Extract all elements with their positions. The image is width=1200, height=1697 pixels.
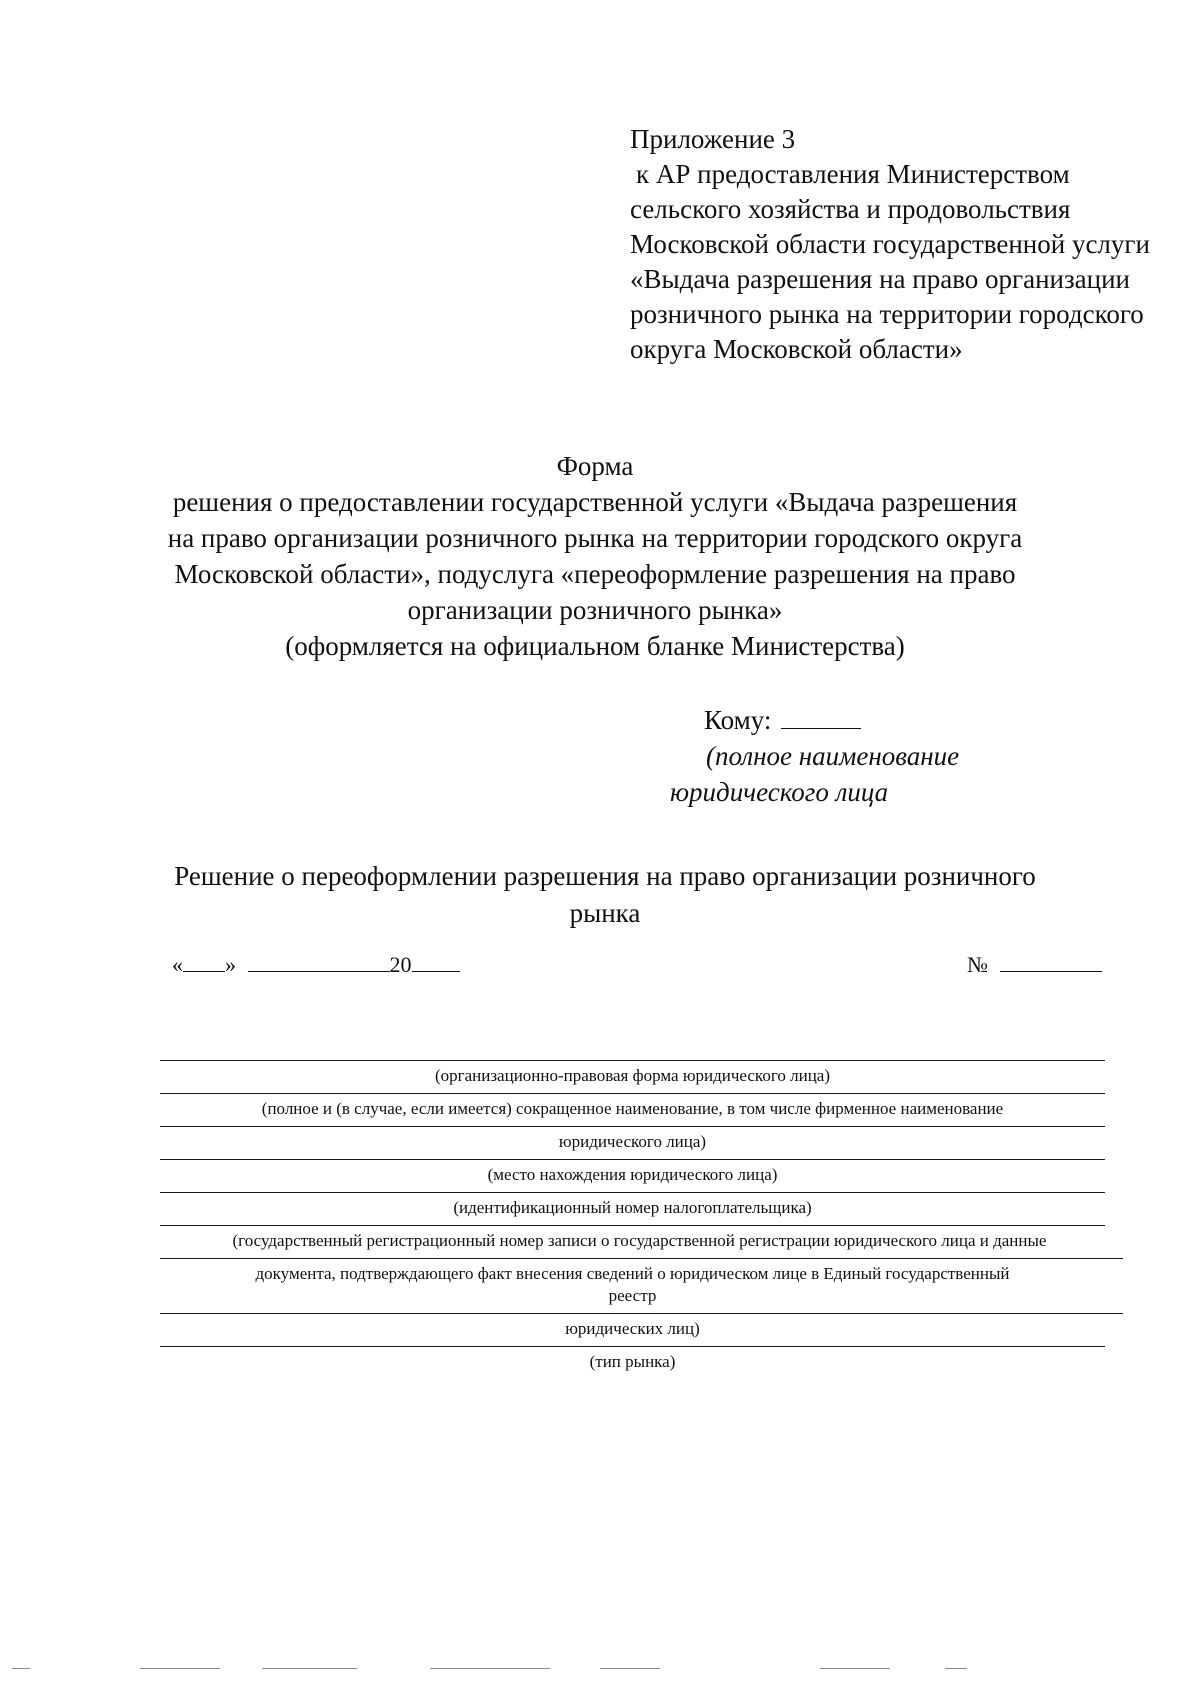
field-caption: документа, подтверждающего факт внесения сведений о юридическом лице в Единый государственный [255,1264,1010,1283]
month-blank[interactable] [248,951,390,972]
field-location [160,1159,1105,1186]
appendix-line: сельского хозяйства и продовольствия [630,194,1071,224]
form-heading-note: (оформляется на официальном бланке Министерства) [285,631,905,661]
year-blank[interactable] [412,951,460,972]
form-heading [130,448,1060,664]
decision-title-line: рынка [569,898,641,928]
recipient-block [670,702,1000,810]
date-number-row [172,951,1102,987]
form-heading-line: на право организации розничного рынка на территории городского округа [167,523,1023,553]
form-heading-line: решения о предоставлении государственной услуги «Выдача разрешения [172,487,1018,517]
field-org-form [160,1060,1105,1087]
appendix-line: «Выдача разрешения на право организации [630,264,1130,294]
decision-title-line: Решение о переоформлении разрешения на право организации розничного [174,861,1036,891]
field-caption: юридических лиц) [565,1319,700,1338]
date-close-quote: » [225,952,236,977]
recipient-line [670,702,1000,738]
field-full-name-cont [160,1126,1105,1153]
field-caption: (организационно-правовая форма юридического лица) [434,1066,831,1085]
scan-artifacts [0,1668,1200,1674]
scan-speck [820,1668,890,1669]
appendix-line: Московской области государственной услуги [630,229,1150,259]
appendix-line: Приложение 3 [630,124,796,154]
date-open-quote: « [172,952,183,977]
number-sign: № [967,952,988,977]
appendix-line: к АР предоставления Министерством [636,159,1070,189]
field-ogrn-doc-cont [160,1313,1105,1340]
field-ogrn [160,1225,1105,1252]
field-caption: (идентификационный номер налогоплательщика) [453,1198,812,1217]
field-caption: (полное и (в случае, если имеется) сокращенное наименование, в том числе фирменное наименование [261,1099,1004,1118]
recipient-blank[interactable] [781,706,861,729]
field-market-type [160,1346,1105,1373]
number-field [967,951,1102,978]
appendix-header [630,122,1190,367]
legal-entity-fields [160,1060,1105,1379]
field-caption: (место нахождения юридического лица) [487,1165,778,1184]
recipient-hint: юридического лица [670,777,889,807]
day-blank[interactable] [183,951,225,972]
recipient-label: Кому: [704,705,772,735]
form-heading-line: организации розничного рынка» [407,595,783,625]
decision-title [140,858,1070,932]
appendix-line: округа Московской области» [630,334,963,364]
scan-speck [600,1668,660,1669]
scan-speck [262,1668,357,1669]
scan-speck [945,1668,967,1669]
scan-speck [12,1668,30,1669]
field-inn [160,1192,1105,1219]
field-ogrn-doc [160,1258,1105,1307]
scan-speck [430,1668,550,1669]
recipient-hint: (полное наименование [706,741,960,771]
field-caption: реестр [608,1286,657,1305]
form-title: Форма [556,451,634,481]
scan-speck [140,1668,220,1669]
date-field [172,951,460,978]
field-caption: (тип рынка) [589,1352,676,1371]
form-heading-line: Московской области», подуслуга «переоформление разрешения на право [174,559,1016,589]
field-full-name [160,1093,1105,1120]
field-caption: (государственный регистрационный номер записи о государственной регистрации юридического лица и данные [232,1231,1047,1250]
number-blank[interactable] [1000,951,1102,972]
field-caption: юридического лица) [558,1132,707,1151]
appendix-line: розничного рынка на территории городского [630,299,1144,329]
year-prefix: 20 [389,952,412,977]
